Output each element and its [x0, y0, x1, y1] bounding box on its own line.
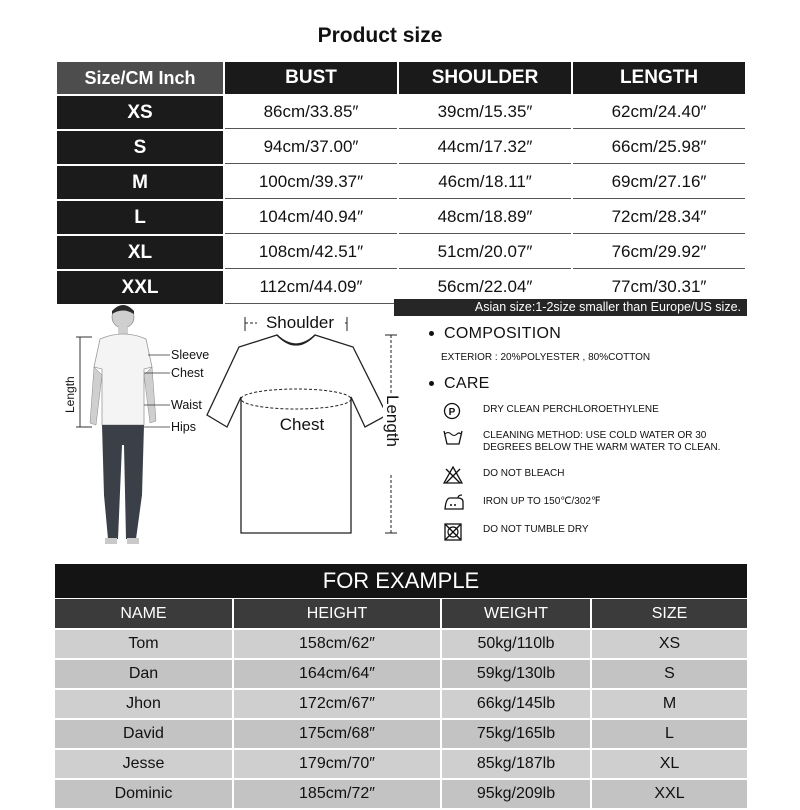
- size-cell: XXL: [592, 780, 747, 808]
- table-row: [57, 201, 745, 234]
- chest-label: Chest: [171, 366, 204, 380]
- weight-cell: 75kg/165lb: [442, 720, 590, 748]
- length-cell: 77cm/30.31″: [573, 271, 745, 304]
- shoulder-cell: 44cm/17.32″: [399, 131, 571, 164]
- name-cell: Dominic: [55, 780, 232, 808]
- size-cell: XL: [57, 236, 223, 269]
- weight-cell: 95kg/209lb: [442, 780, 590, 808]
- name-cell: Jhon: [55, 690, 232, 718]
- height-cell: 179cm/70″: [234, 750, 440, 778]
- size-cell: XXL: [57, 271, 223, 304]
- exterior-text: EXTERIOR : 20%POLYESTER , 80%COTTON: [441, 352, 651, 363]
- height-cell: 172cm/67″: [234, 690, 440, 718]
- table-row: [55, 690, 747, 718]
- length-cell: 72cm/28.34″: [573, 201, 745, 234]
- sleeve-label: Sleeve: [171, 348, 210, 362]
- care-item-text: IRON UP TO 150℃/302℉: [483, 496, 601, 507]
- size-cell: L: [57, 201, 223, 234]
- table-row: [55, 660, 747, 688]
- length-cell: 62cm/24.40″: [573, 96, 745, 129]
- length-cell: 69cm/27.16″: [573, 166, 745, 199]
- weight-cell: 66kg/145lb: [442, 690, 590, 718]
- example-table-header: [55, 599, 747, 628]
- care-item-text: DRY CLEAN PERCHLOROETHYLENE: [483, 404, 659, 415]
- bust-cell: 108cm/42.51″: [225, 236, 397, 269]
- waist-label: Waist: [171, 398, 202, 412]
- care-item: [425, 524, 755, 546]
- size-cell: XL: [592, 750, 747, 778]
- column-header-name: NAME: [55, 599, 232, 628]
- column-header-shoulder: SHOULDER: [399, 62, 571, 94]
- column-header-height: HEIGHT: [234, 599, 440, 628]
- length-bracket: [76, 337, 92, 427]
- weight-cell: 85kg/187lb: [442, 750, 590, 778]
- size-cell: M: [592, 690, 747, 718]
- no-bleach-icon: [443, 466, 463, 484]
- bust-cell: 86cm/33.85″: [225, 96, 397, 129]
- care-item: [425, 496, 755, 518]
- svg-text:P: P: [448, 407, 456, 418]
- table-row: [55, 720, 747, 748]
- care-item-text: DO NOT BLEACH: [483, 468, 565, 479]
- height-cell: 164cm/64″: [234, 660, 440, 688]
- size-cell: S: [57, 131, 223, 164]
- size-cell: M: [57, 166, 223, 199]
- tshirt-outline: [207, 335, 387, 533]
- care-item-text: DO NOT TUMBLE DRY: [483, 524, 589, 535]
- length-cell: 66cm/25.98″: [573, 131, 745, 164]
- composition-heading: [425, 322, 755, 346]
- model-person: [90, 305, 156, 544]
- asian-size-note: Asian size:1-2size smaller than Europe/US size.: [394, 299, 747, 316]
- page-title: Product size: [317, 24, 443, 47]
- example-heading: FOR EXAMPLE: [55, 564, 747, 598]
- shoulder-cell: 48cm/18.89″: [399, 201, 571, 234]
- model-figure: [60, 295, 220, 560]
- table-row: [55, 780, 747, 808]
- weight-cell: 50kg/110lb: [442, 630, 590, 658]
- column-header-size: SIZE: [592, 599, 747, 628]
- composition-heading-text: COMPOSITION: [444, 325, 562, 342]
- table-row: [57, 166, 745, 199]
- table-row: [55, 750, 747, 778]
- care-heading-text: CARE: [444, 375, 490, 392]
- name-cell: David: [55, 720, 232, 748]
- height-cell: 175cm/68″: [234, 720, 440, 748]
- bust-cell: 112cm/44.09″: [225, 271, 397, 304]
- dry-clean-p-icon: [443, 402, 461, 420]
- table-row: [55, 630, 747, 658]
- model-length-label: Length: [63, 376, 77, 413]
- size-cell: S: [592, 660, 747, 688]
- height-cell: 185cm/72″: [234, 780, 440, 808]
- no-tumble-dry-icon: [443, 522, 463, 542]
- bust-cell: 100cm/39.37″: [225, 166, 397, 199]
- bust-cell: 94cm/37.00″: [225, 131, 397, 164]
- column-header-bust: BUST: [225, 62, 397, 94]
- iron-icon: [443, 494, 465, 512]
- shoulder-label: Shoulder: [265, 313, 335, 332]
- name-cell: Tom: [55, 630, 232, 658]
- size-table: [55, 60, 747, 306]
- bust-cell: 104cm/40.94″: [225, 201, 397, 234]
- weight-cell: 59kg/130lb: [442, 660, 590, 688]
- column-header-length: LENGTH: [573, 62, 745, 94]
- table-row: [57, 131, 745, 164]
- bullet-dot-icon: [429, 331, 434, 336]
- shoulder-cell: 51cm/20.07″: [399, 236, 571, 269]
- length-cell: 76cm/29.92″: [573, 236, 745, 269]
- shirt-length-label: Length: [383, 395, 402, 447]
- height-cell: 158cm/62″: [234, 630, 440, 658]
- care-item: [425, 404, 755, 426]
- composition-care-panel: [425, 322, 755, 546]
- name-cell: Jesse: [55, 750, 232, 778]
- name-cell: Dan: [55, 660, 232, 688]
- table-row: [57, 236, 745, 269]
- care-item-text: CLEANING METHOD: USE COLD WATER OR 30 DEGREES BELOW THE WARM WATER TO CLEAN.: [483, 430, 721, 453]
- shoulder-cell: 46cm/18.11″: [399, 166, 571, 199]
- care-heading: [425, 372, 755, 396]
- shoulder-cell: 56cm/22.04″: [399, 271, 571, 304]
- tshirt-diagram: [205, 305, 415, 550]
- size-cell: XS: [57, 96, 223, 129]
- bullet-dot-icon: [429, 381, 434, 386]
- size-table-header: [57, 62, 745, 94]
- wash-basin-icon: [443, 428, 463, 446]
- hips-label: Hips: [171, 420, 197, 434]
- example-table: [53, 597, 749, 810]
- shoulder-cell: 39cm/15.35″: [399, 96, 571, 129]
- column-header-size: Size/CM Inch: [57, 62, 223, 94]
- size-cell: XS: [592, 630, 747, 658]
- care-item: [425, 468, 755, 490]
- shirt-chest-label: Chest: [279, 415, 325, 434]
- size-cell: L: [592, 720, 747, 748]
- care-item: [425, 430, 755, 460]
- column-header-weight: WEIGHT: [442, 599, 590, 628]
- table-row: [57, 96, 745, 129]
